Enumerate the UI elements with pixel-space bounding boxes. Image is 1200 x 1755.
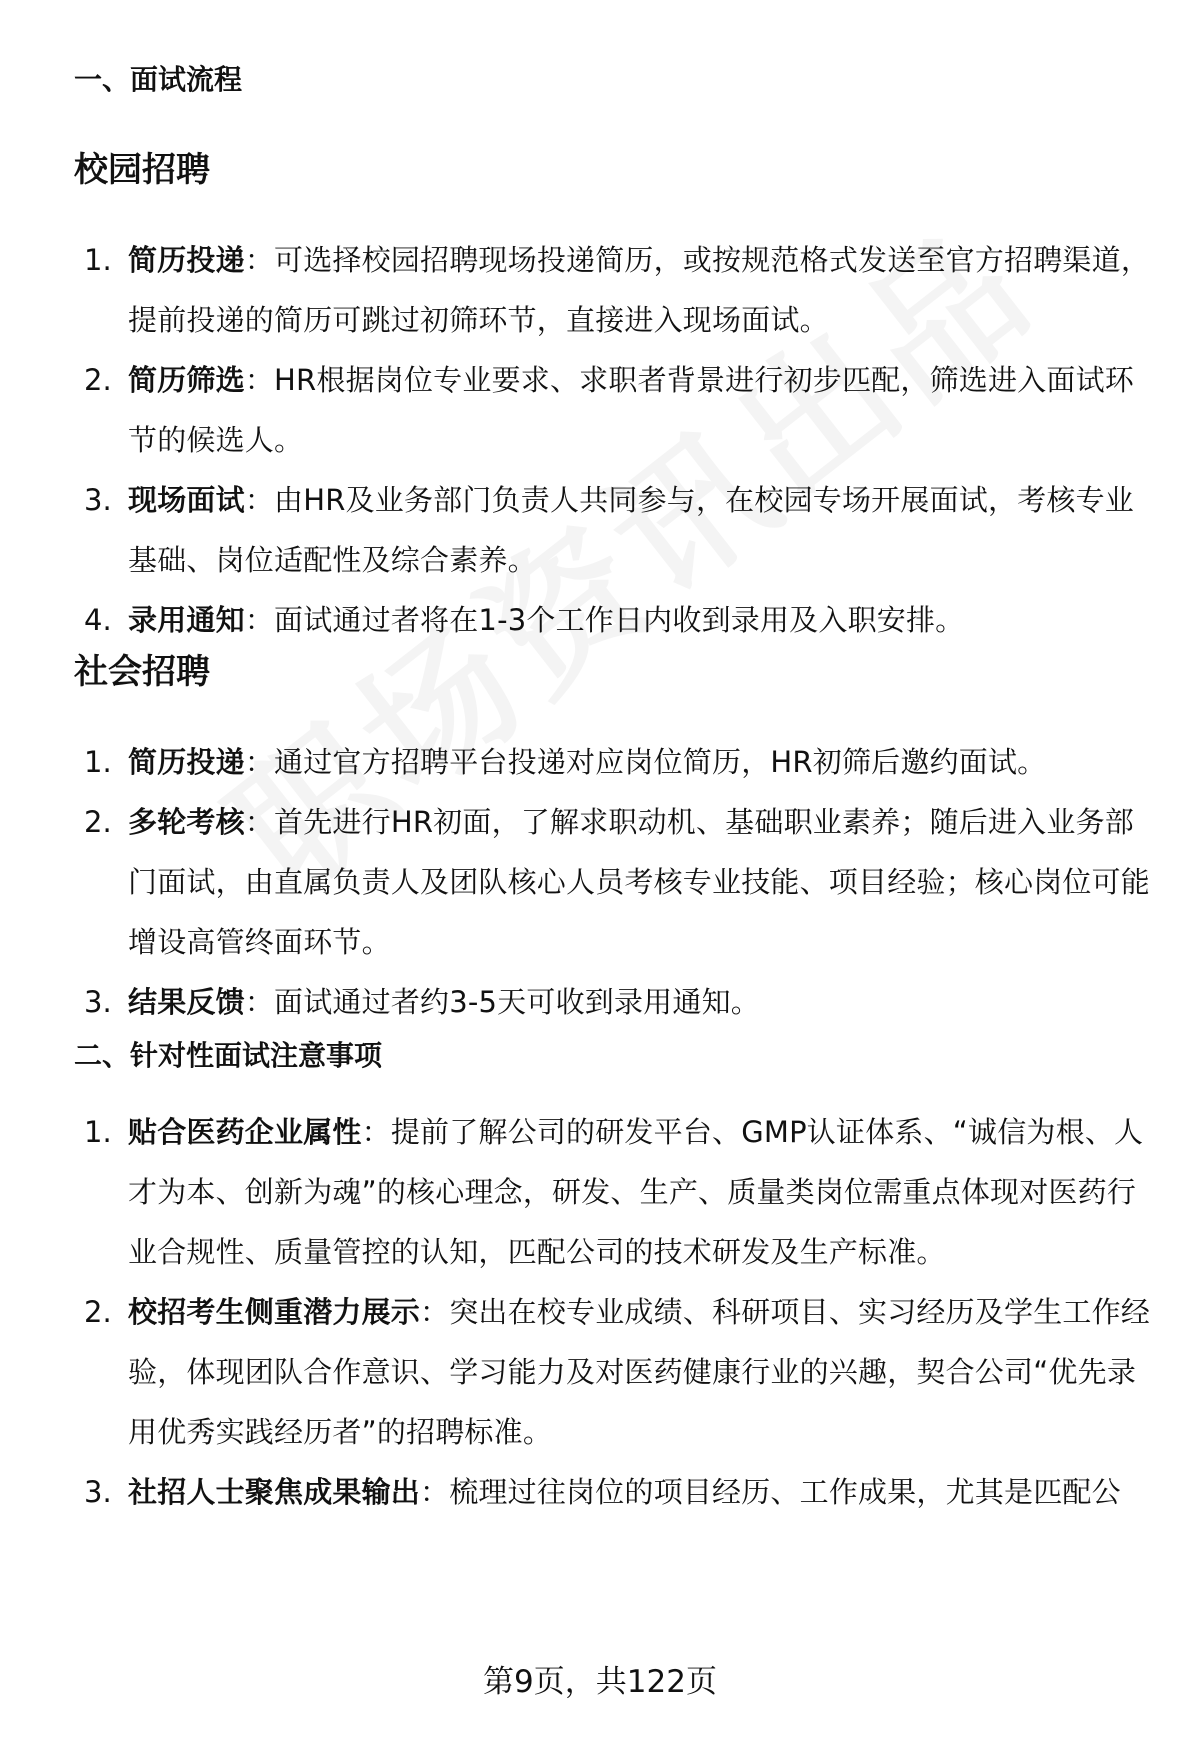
- list-item-number: 1.: [84, 1115, 112, 1149]
- list-item-term: 现场面试: [128, 483, 245, 517]
- list-item-number: 2.: [84, 805, 112, 839]
- list-item-description: 面试通过者将在1-3个工作日内收到录用及入职安排。: [274, 603, 965, 637]
- list-item: [0, 972, 1200, 1032]
- campus-steps-list: [0, 230, 1200, 650]
- list-item-number: 3.: [84, 483, 112, 517]
- list-item: [0, 1282, 1200, 1462]
- list-item-description: 提前了解公司的研发平台、GMP认证体系、“诚信为根、人才为本、创新为魂”的核心理念，研发、生产、质量类岗位需重点体现对医药行业合规性、质量管控的认知，匹配公司的技术研发及生产标准。: [128, 1115, 1144, 1269]
- list-item-number: 2.: [84, 1295, 112, 1329]
- list-item-description: HR根据岗位专业要求、求职者背景进行初步匹配，筛选进入面试环节的候选人。: [128, 363, 1134, 457]
- list-item-number: 4.: [84, 603, 112, 637]
- list-item-term: 简历投递: [128, 243, 245, 277]
- list-item-description: 首先进行HR初面，了解求职动机、基础职业素养；随后进入业务部门面试，由直属负责人及团队核心人员考核专业技能、项目经验；核心岗位可能增设高管终面环节。: [128, 805, 1151, 959]
- subheading-social-recruitment: 社会招聘: [74, 652, 210, 692]
- list-item-separator: ：: [420, 1475, 450, 1509]
- list-item: [0, 1102, 1200, 1282]
- list-item-number: 3.: [84, 1475, 112, 1509]
- list-item-separator: ：: [361, 1115, 391, 1149]
- list-item: [0, 1462, 1200, 1522]
- list-item: [0, 350, 1200, 470]
- social-steps-list: [0, 732, 1200, 1032]
- list-item-term: 结果反馈: [128, 985, 245, 1019]
- list-item-number: 3.: [84, 985, 112, 1019]
- list-item-term: 录用通知: [128, 603, 245, 637]
- list-item-description: 突出在校专业成绩、科研项目、实习经历及学生工作经验，体现团队合作意识、学习能力及对医药健康行业的兴趣，契合公司“优先录用优秀实践经历者”的招聘标准。: [128, 1295, 1151, 1449]
- list-item-term: 校招考生侧重潜力展示: [128, 1295, 421, 1329]
- page-number-footer: 第9页，共122页: [483, 1664, 717, 1700]
- list-item-description: 通过官方招聘平台投递对应岗位简历，HR初筛后邀约面试。: [274, 745, 1047, 779]
- list-item-term: 贴合医药企业属性: [128, 1115, 362, 1149]
- list-item-separator: ：: [244, 243, 275, 277]
- list-item-term: 社招人士聚焦成果输出: [128, 1475, 421, 1509]
- list-item-description: 面试通过者约3-5天可收到录用通知。: [274, 985, 760, 1019]
- list-item-description: 由HR及业务部门负责人共同参与，在校园专场开展面试，考核专业基础、岗位适配性及综合素养。: [128, 483, 1134, 577]
- list-item-separator: ：: [244, 745, 275, 779]
- list-item: [0, 732, 1200, 792]
- list-item-separator: ：: [244, 363, 275, 397]
- list-item-description: 可选择校园招聘现场投递简历，或按规范格式发送至官方招聘渠道，提前投递的简历可跳过初筛环节，直接进入现场面试。: [128, 243, 1151, 337]
- tips-list: [0, 1102, 1200, 1522]
- list-item-separator: ：: [244, 603, 275, 637]
- list-item-separator: ：: [244, 805, 275, 839]
- list-item-term: 简历投递: [128, 745, 245, 779]
- list-item: [0, 792, 1200, 972]
- list-item-separator: ：: [244, 985, 275, 1019]
- list-item-term: 多轮考核: [128, 805, 245, 839]
- list-item-number: 2.: [84, 363, 112, 397]
- list-item: [0, 470, 1200, 590]
- list-item-description: 梳理过往岗位的项目经历、工作成果，尤其是匹配公: [449, 1475, 1121, 1509]
- list-item-separator: ：: [420, 1295, 450, 1329]
- section-title-interview-tips: 二、针对性面试注意事项: [74, 1039, 383, 1072]
- list-item-number: 1.: [84, 243, 112, 277]
- section-title-interview-process: 一、面试流程: [74, 63, 243, 96]
- list-item: [0, 230, 1200, 350]
- list-item-separator: ：: [244, 483, 275, 517]
- subheading-campus-recruitment: 校园招聘: [74, 150, 210, 190]
- list-item-term: 简历筛选: [128, 363, 245, 397]
- list-item: [0, 590, 1200, 650]
- list-item-number: 1.: [84, 745, 112, 779]
